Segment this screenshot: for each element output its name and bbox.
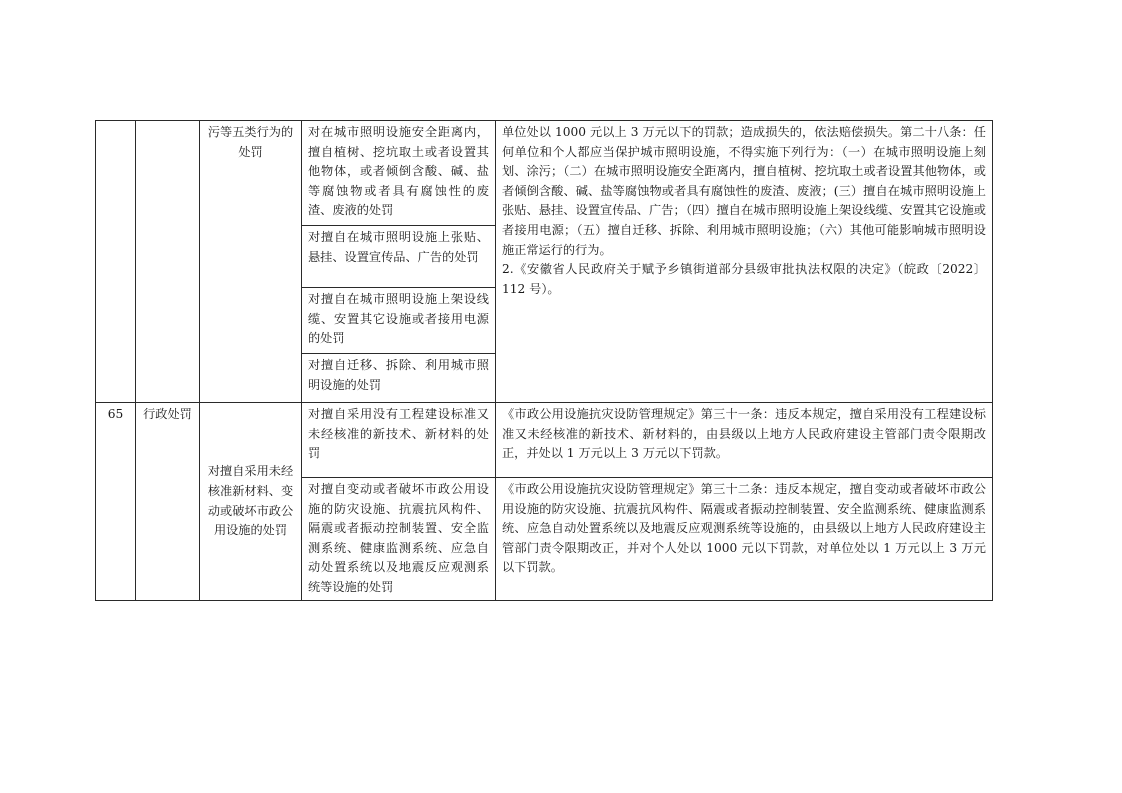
legal-basis-text: 2.《安徽省人民政府关于赋予乡镇街道部分县级审批执法权限的决定》（皖政〔2022〕112 号）。 bbox=[502, 262, 986, 296]
subitem-text: 对在城市照明设施安全距离内，擅自植树、挖坑取土或者设置其他物体，或者倾倒含酸、碱、盐等腐蚀物或者具有腐蚀性的废渣、废液的处罚 bbox=[308, 125, 489, 218]
subitem-text: 对擅自采用没有工程建设标准又未经核准的新技术、新材料的处罚 bbox=[308, 407, 489, 461]
item-name-cell bbox=[200, 403, 302, 601]
legal-basis-cell bbox=[496, 403, 993, 478]
legal-basis-text: 《市政公用设施抗灾设防管理规定》第三十一条：违反本规定，擅自采用没有工程建设标准又未经核准的新技术、新材料的，由县级以上地方人民政府建设主管部门责令限期改正，并处以 1 万元以上 3 万元以下罚款。 bbox=[502, 407, 986, 461]
item-name: 污等五类行为的处罚 bbox=[207, 125, 294, 159]
subitem-cell bbox=[302, 121, 496, 226]
legal-basis-cell bbox=[496, 478, 993, 601]
subitem-cell bbox=[302, 288, 496, 354]
legal-basis-cell bbox=[496, 121, 993, 403]
subitem-cell bbox=[302, 478, 496, 601]
subitem-cell bbox=[302, 354, 496, 403]
subitem-cell bbox=[302, 226, 496, 288]
item-type-cell bbox=[136, 121, 200, 403]
legal-basis-text: 单位处以 1000 元以上 3 万元以下的罚款；造成损失的，依法赔偿损失。第二十八条：任何单位和个人都应当保护城市照明设施，不得实施下列行为：（一）在城市照明设施上刻划、涂污；（二）在城市照明设施安全距离内，擅自植树、挖坑取土或者设置其他物体，或者倾倒含酸、碱、盐等腐蚀物或者具有腐蚀性的废渣、废液；(三）擅自在城市照明设施上张贴、悬挂、设置宣传品、广告；（四）擅自在城市照明设施上架设线缆、安置其它设施或者接用电源；（五）擅自迁移、拆除、利用城市照明设施；（六）其他可能影响城市照明设施正常运行的行为。 bbox=[502, 125, 986, 257]
item-type: 行政处罚 bbox=[143, 407, 192, 421]
item-name: 对擅自采用未经核准新材料、变动或破坏市政公用设施的处罚 bbox=[207, 464, 294, 538]
subitem-text: 对擅自在城市照明设施上架设线缆、安置其它设施或者接用电源的处罚 bbox=[308, 292, 489, 346]
table-row bbox=[96, 403, 993, 478]
subitem-text: 对擅自变动或者破坏市政公用设施的防灾设施、抗震抗风构件、隔震或者振动控制装置、安全监测系统、健康监测系统、应急自动处置系统以及地震反应观测系统等设施的处罚 bbox=[308, 482, 489, 594]
subitem-text: 对擅自迁移、拆除、利用城市照明设施的处罚 bbox=[308, 358, 489, 392]
item-type-cell bbox=[136, 403, 200, 601]
regulation-table bbox=[95, 120, 993, 601]
subitem-text: 对擅自在城市照明设施上张贴、悬挂、设置宣传品、广告的处罚 bbox=[308, 230, 489, 264]
legal-basis-text: 《市政公用设施抗灾设防管理规定》第三十二条：违反本规定，擅自变动或者破坏市政公用设施的防灾设施、抗震抗风构件、隔震或者振动控制装置、安全监测系统、健康监测系统、应急自动处置系统以及地震反应观测系统等设施的，由县级以上地方人民政府建设主管部门责令限期改正，并对个人处以 1000 元以下罚款，对单位处以 1 万元以上 3 万元以下罚款。 bbox=[502, 482, 986, 575]
item-number-cell bbox=[96, 121, 136, 403]
subitem-cell bbox=[302, 403, 496, 478]
item-number-cell bbox=[96, 403, 136, 601]
item-number: 65 bbox=[107, 407, 124, 421]
item-name-cell bbox=[200, 121, 302, 403]
table-row bbox=[96, 121, 993, 226]
